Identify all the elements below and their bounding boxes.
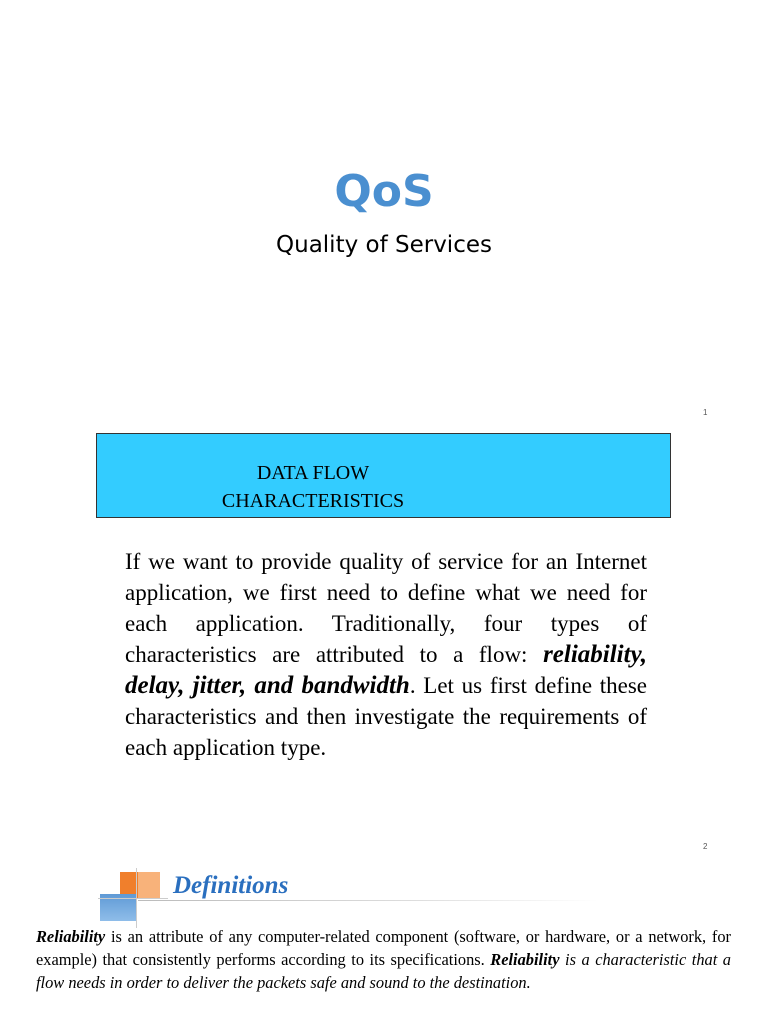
slide-title: QoS (334, 166, 434, 217)
characteristics-emphasis: reliability, delay, jitter, and bandwidth (125, 641, 647, 699)
definition-paragraph (36, 925, 731, 994)
paragraph-intro: If we want to provide quality of service for an Internet application, we first need to define what we need for each application. Traditionally, four types of characteristics are attributed to a flow: (125, 549, 647, 667)
definition-text-italic: is a characteristic that a flow needs in order to deliver the packets safe and sound to the destination. (36, 950, 731, 992)
paragraph-rest: . Let us first define these characteristics and then investigate the requirements of each application type. (125, 673, 648, 760)
section-header: DATA FLOW CHARACTERISTICS (221, 462, 405, 512)
title-divider (138, 900, 598, 901)
decorative-squares-icon (98, 868, 168, 928)
definition-text: is an attribute of any computer-related component (software, or hardware, or a network, for example) that consistently performs according to its specifications. (36, 927, 731, 969)
definitions-title: Definitions (173, 872, 289, 899)
page-number: 1 (703, 408, 708, 417)
definition-term: Reliability (490, 950, 560, 969)
section-header-box (96, 433, 671, 518)
body-paragraph (125, 546, 647, 763)
page-number: 2 (703, 842, 708, 851)
slide-subtitle: Quality of Services (276, 232, 492, 258)
definition-term: Reliability (36, 927, 106, 946)
